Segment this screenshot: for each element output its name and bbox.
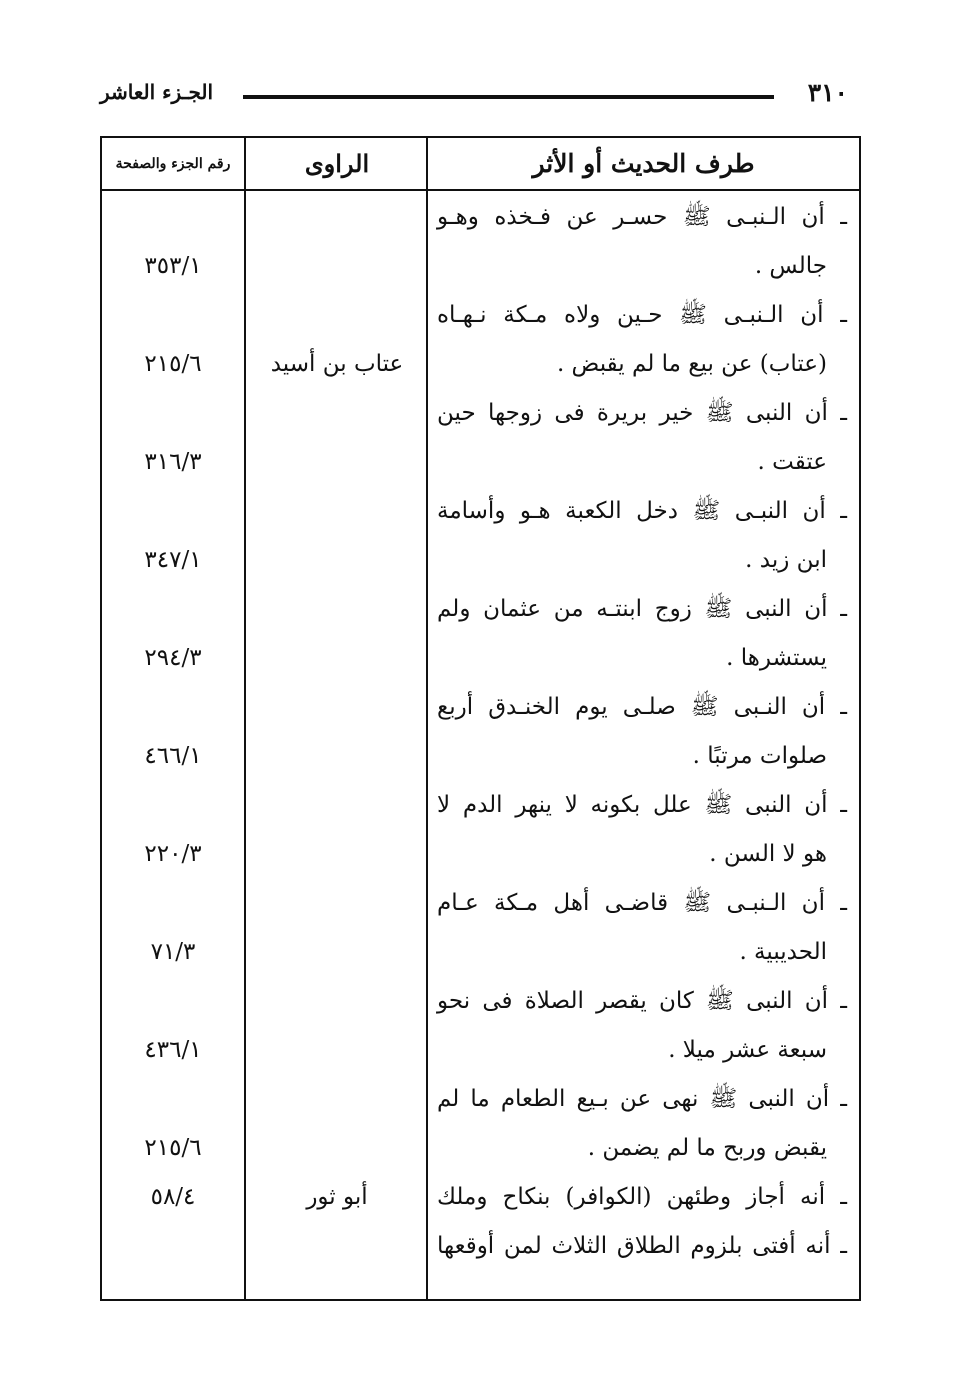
table-row	[102, 487, 859, 585]
reference-cell: ٣٤٧/١	[144, 547, 202, 573]
hadith-text: ـ أن النبى ﷺ كان يقصر الصلاة فى نحو سبعة عشر ميلا .	[437, 988, 847, 1063]
hadith-text: ـ أن النبى ﷺ خير بريرة فى زوجها حين عتقت .	[437, 400, 847, 475]
header-divider	[102, 189, 859, 191]
hadith-text: ـ أنه أفتى بلزوم الطلاق الثلاث لمن أوقعها	[437, 1233, 847, 1259]
index-table	[100, 136, 861, 1301]
volume-title: الجـزء العاشر	[100, 80, 214, 104]
table-row	[102, 1173, 859, 1222]
hadith-text: ـ أن النبى ﷺ علل بكونه لا ينهر الدم لا هو لا السن .	[437, 792, 847, 867]
hadith-text: ـ أنه أجاز وطئهن (الكوافر) بنكاح وملك	[437, 1184, 847, 1210]
column-header-narrator: الراوى	[304, 149, 370, 178]
table-row	[102, 193, 859, 291]
reference-cell: ٧١/٣	[150, 939, 196, 965]
table-row	[102, 977, 859, 1075]
narrator-cell	[246, 830, 428, 879]
table-row	[102, 1075, 859, 1173]
hadith-text: ـ أن النبى ﷺ زوج ابنتـه من عثمان ولم يستشرها .	[437, 596, 847, 671]
narrator-cell	[246, 634, 428, 683]
hadith-text: ـ أن النبى ﷺ نهى عن بـيع الطعام ما لم يقبض وربح ما لم يضمن .	[437, 1086, 847, 1161]
reference-cell: ٣١٦/٣	[144, 449, 202, 475]
table-row	[102, 389, 859, 487]
reference-cell: ٤٣٦/١	[144, 1037, 202, 1063]
page-header	[100, 78, 862, 118]
reference-cell: ٤٦٦/١	[144, 743, 202, 769]
page-number: ٣١٠	[807, 78, 848, 107]
hadith-text: ـ أن النـبى ﷺ صلـى يوم الخنـدق أربع صلوات مرتبًا .	[437, 694, 847, 769]
narrator-cell	[246, 1026, 428, 1075]
narrator-cell	[246, 242, 428, 291]
narrator-cell: أبو ثور	[306, 1184, 368, 1210]
column-header-hadith: طرف الحديث أو الأثر	[532, 149, 755, 178]
narrator-cell	[246, 536, 428, 585]
hadith-text: ـ أن النبـى ﷺ دخل الكعبة هـو وأسامة ابن زيد .	[437, 498, 847, 573]
table-body	[102, 193, 859, 1271]
narrator-cell	[246, 1222, 428, 1271]
narrator-cell	[246, 438, 428, 487]
table-row	[102, 879, 859, 977]
reference-cell	[102, 1222, 244, 1271]
reference-cell: ٢١٥/٦	[144, 1135, 202, 1161]
hadith-text: ـ أن الـنبـى ﷺ حـين ولاه مـكة نـهـاه (عتاب) عن بيع ما لم يقبض .	[437, 302, 847, 377]
reference-cell: ٣٥٣/١	[144, 253, 202, 279]
hadith-text: ـ أن الـنبـى ﷺ حسـر عن فـخذه وهـو جالس .	[437, 204, 847, 279]
narrator-cell	[246, 928, 428, 977]
header-rule	[243, 95, 774, 99]
hadith-text: ـ أن الـنبـى ﷺ قاضـى أهل مـكة عـام الحديبية .	[437, 890, 847, 965]
table-row	[102, 1222, 859, 1271]
reference-cell: ٢١٥/٦	[144, 351, 202, 377]
reference-cell: ٢٩٤/٣	[144, 645, 202, 671]
reference-cell: ٥٨/٤	[150, 1184, 196, 1210]
reference-cell: ٢٢٠/٣	[144, 841, 202, 867]
narrator-cell	[246, 1124, 428, 1173]
table-row	[102, 291, 859, 389]
table-row	[102, 683, 859, 781]
narrator-cell: عتاب بن أسيد	[270, 351, 404, 377]
narrator-cell	[246, 732, 428, 781]
column-header-reference: رقم الجزء والصفحة	[115, 155, 231, 172]
table-row	[102, 781, 859, 879]
table-row	[102, 585, 859, 683]
